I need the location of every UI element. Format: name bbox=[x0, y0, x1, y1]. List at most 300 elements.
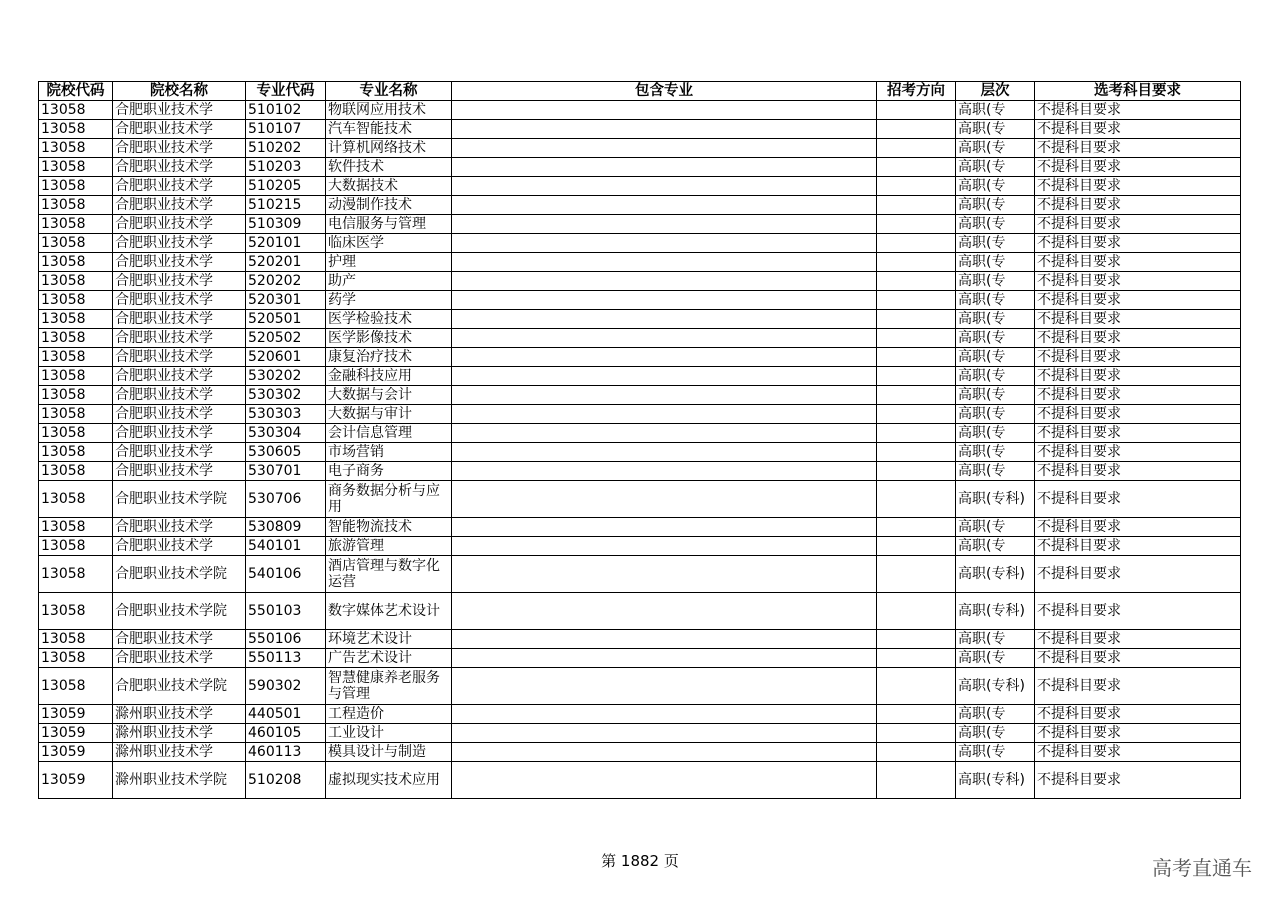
cell-major-name: 大数据技术 bbox=[326, 177, 452, 196]
cell-included-majors bbox=[452, 443, 877, 462]
cell-school-name: 合肥职业技术学 bbox=[113, 537, 246, 556]
table-row bbox=[39, 462, 1241, 481]
cell-school-code: 13058 bbox=[39, 158, 113, 177]
cell-major-name: 虚拟现实技术应用 bbox=[326, 762, 452, 799]
cell-major-name: 数字媒体艺术设计 bbox=[326, 593, 452, 630]
cell-direction bbox=[877, 348, 956, 367]
cell-school-name: 合肥职业技术学院 bbox=[113, 593, 246, 630]
cell-included-majors bbox=[452, 158, 877, 177]
cell-direction bbox=[877, 310, 956, 329]
cell-major-code: 510202 bbox=[246, 139, 326, 158]
cell-major-name: 工程造价 bbox=[326, 705, 452, 724]
cell-subject-req: 不提科目要求 bbox=[1035, 177, 1241, 196]
cell-school-code: 13058 bbox=[39, 329, 113, 348]
cell-subject-req: 不提科目要求 bbox=[1035, 234, 1241, 253]
cell-major-name: 软件技术 bbox=[326, 158, 452, 177]
page-number: 第 1882 页 bbox=[601, 852, 679, 870]
cell-school-code: 13058 bbox=[39, 405, 113, 424]
cell-subject-req: 不提科目要求 bbox=[1035, 139, 1241, 158]
cell-level: 高职(专科) bbox=[956, 481, 1035, 518]
cell-major-name: 环境艺术设计 bbox=[326, 630, 452, 649]
cell-direction bbox=[877, 367, 956, 386]
cell-subject-req: 不提科目要求 bbox=[1035, 481, 1241, 518]
table-row bbox=[39, 743, 1241, 762]
cell-level: 高职(专 bbox=[956, 139, 1035, 158]
table-row bbox=[39, 272, 1241, 291]
cell-school-code: 13059 bbox=[39, 705, 113, 724]
cell-included-majors bbox=[452, 253, 877, 272]
cell-major-name: 商务数据分析与应用 bbox=[326, 481, 452, 518]
cell-direction bbox=[877, 443, 956, 462]
cell-major-name: 临床医学 bbox=[326, 234, 452, 253]
cell-school-code: 13058 bbox=[39, 518, 113, 537]
cell-school-code: 13058 bbox=[39, 101, 113, 120]
cell-direction bbox=[877, 556, 956, 593]
cell-school-code: 13059 bbox=[39, 743, 113, 762]
cell-major-code: 510107 bbox=[246, 120, 326, 139]
cell-level: 高职(专 bbox=[956, 158, 1035, 177]
cell-major-code: 530706 bbox=[246, 481, 326, 518]
cell-school-name: 合肥职业技术学 bbox=[113, 158, 246, 177]
cell-subject-req: 不提科目要求 bbox=[1035, 291, 1241, 310]
cell-major-code: 540101 bbox=[246, 537, 326, 556]
table-row bbox=[39, 762, 1241, 799]
cell-major-code: 510102 bbox=[246, 101, 326, 120]
cell-included-majors bbox=[452, 743, 877, 762]
cell-school-name: 合肥职业技术学 bbox=[113, 215, 246, 234]
cell-major-code: 460105 bbox=[246, 724, 326, 743]
cell-school-name: 合肥职业技术学院 bbox=[113, 481, 246, 518]
cell-direction bbox=[877, 481, 956, 518]
col-header-school-name: 院校名称 bbox=[113, 82, 246, 101]
cell-school-name: 合肥职业技术学 bbox=[113, 649, 246, 668]
cell-included-majors bbox=[452, 481, 877, 518]
cell-subject-req: 不提科目要求 bbox=[1035, 743, 1241, 762]
cell-school-code: 13058 bbox=[39, 196, 113, 215]
cell-direction bbox=[877, 405, 956, 424]
cell-major-name: 康复治疗技术 bbox=[326, 348, 452, 367]
cell-major-code: 530302 bbox=[246, 386, 326, 405]
cell-level: 高职(专 bbox=[956, 386, 1035, 405]
cell-subject-req: 不提科目要求 bbox=[1035, 158, 1241, 177]
cell-direction bbox=[877, 158, 956, 177]
cell-school-name: 滁州职业技术学院 bbox=[113, 762, 246, 799]
cell-level: 高职(专 bbox=[956, 348, 1035, 367]
col-header-included-majors: 包含专业 bbox=[452, 82, 877, 101]
col-header-major-name: 专业名称 bbox=[326, 82, 452, 101]
cell-subject-req: 不提科目要求 bbox=[1035, 120, 1241, 139]
cell-subject-req: 不提科目要求 bbox=[1035, 101, 1241, 120]
cell-direction bbox=[877, 630, 956, 649]
cell-major-code: 510309 bbox=[246, 215, 326, 234]
table-row bbox=[39, 593, 1241, 630]
table-header-row bbox=[39, 82, 1241, 101]
cell-direction bbox=[877, 234, 956, 253]
cell-major-name: 物联网应用技术 bbox=[326, 101, 452, 120]
cell-included-majors bbox=[452, 386, 877, 405]
table-row bbox=[39, 253, 1241, 272]
cell-direction bbox=[877, 215, 956, 234]
cell-included-majors bbox=[452, 367, 877, 386]
cell-direction bbox=[877, 668, 956, 705]
col-header-major-code: 专业代码 bbox=[246, 82, 326, 101]
cell-major-name: 旅游管理 bbox=[326, 537, 452, 556]
cell-major-code: 530303 bbox=[246, 405, 326, 424]
cell-school-name: 合肥职业技术学院 bbox=[113, 668, 246, 705]
cell-school-code: 13058 bbox=[39, 649, 113, 668]
cell-major-code: 520502 bbox=[246, 329, 326, 348]
cell-major-name: 医学检验技术 bbox=[326, 310, 452, 329]
cell-direction bbox=[877, 139, 956, 158]
cell-direction bbox=[877, 593, 956, 630]
table-row bbox=[39, 424, 1241, 443]
cell-major-code: 460113 bbox=[246, 743, 326, 762]
cell-school-code: 13058 bbox=[39, 310, 113, 329]
cell-level: 高职(专 bbox=[956, 120, 1035, 139]
cell-major-name: 模具设计与制造 bbox=[326, 743, 452, 762]
cell-major-code: 550103 bbox=[246, 593, 326, 630]
cell-level: 高职(专 bbox=[956, 367, 1035, 386]
cell-level: 高职(专 bbox=[956, 196, 1035, 215]
table-row bbox=[39, 158, 1241, 177]
cell-major-name: 汽车智能技术 bbox=[326, 120, 452, 139]
cell-included-majors bbox=[452, 348, 877, 367]
cell-subject-req: 不提科目要求 bbox=[1035, 762, 1241, 799]
cell-subject-req: 不提科目要求 bbox=[1035, 329, 1241, 348]
cell-included-majors bbox=[452, 329, 877, 348]
cell-included-majors bbox=[452, 196, 877, 215]
cell-major-code: 520501 bbox=[246, 310, 326, 329]
cell-major-name: 电子商务 bbox=[326, 462, 452, 481]
cell-level: 高职(专 bbox=[956, 253, 1035, 272]
table-row bbox=[39, 310, 1241, 329]
col-header-level: 层次 bbox=[956, 82, 1035, 101]
cell-school-name: 合肥职业技术学 bbox=[113, 310, 246, 329]
cell-school-name: 合肥职业技术学 bbox=[113, 443, 246, 462]
col-header-school-code: 院校代码 bbox=[39, 82, 113, 101]
cell-included-majors bbox=[452, 705, 877, 724]
cell-included-majors bbox=[452, 462, 877, 481]
cell-included-majors bbox=[452, 272, 877, 291]
cell-major-code: 550106 bbox=[246, 630, 326, 649]
cell-level: 高职(专 bbox=[956, 462, 1035, 481]
cell-level: 高职(专 bbox=[956, 310, 1035, 329]
cell-direction bbox=[877, 196, 956, 215]
cell-included-majors bbox=[452, 593, 877, 630]
cell-school-name: 合肥职业技术学 bbox=[113, 234, 246, 253]
cell-school-name: 合肥职业技术学 bbox=[113, 329, 246, 348]
cell-subject-req: 不提科目要求 bbox=[1035, 724, 1241, 743]
cell-included-majors bbox=[452, 215, 877, 234]
cell-direction bbox=[877, 743, 956, 762]
cell-level: 高职(专 bbox=[956, 272, 1035, 291]
cell-included-majors bbox=[452, 668, 877, 705]
cell-direction bbox=[877, 705, 956, 724]
table-row bbox=[39, 481, 1241, 518]
cell-school-name: 合肥职业技术学 bbox=[113, 253, 246, 272]
cell-major-name: 金融科技应用 bbox=[326, 367, 452, 386]
cell-direction bbox=[877, 424, 956, 443]
cell-school-code: 13058 bbox=[39, 120, 113, 139]
cell-major-code: 530202 bbox=[246, 367, 326, 386]
cell-included-majors bbox=[452, 556, 877, 593]
cell-direction bbox=[877, 537, 956, 556]
cell-level: 高职(专 bbox=[956, 424, 1035, 443]
cell-school-name: 滁州职业技术学 bbox=[113, 724, 246, 743]
cell-school-code: 13059 bbox=[39, 762, 113, 799]
cell-school-code: 13058 bbox=[39, 443, 113, 462]
cell-subject-req: 不提科目要求 bbox=[1035, 196, 1241, 215]
cell-direction bbox=[877, 120, 956, 139]
cell-school-code: 13058 bbox=[39, 593, 113, 630]
table-row bbox=[39, 668, 1241, 705]
table-row bbox=[39, 329, 1241, 348]
cell-level: 高职(专科) bbox=[956, 556, 1035, 593]
cell-subject-req: 不提科目要求 bbox=[1035, 462, 1241, 481]
cell-included-majors bbox=[452, 762, 877, 799]
cell-included-majors bbox=[452, 291, 877, 310]
cell-major-name: 智能物流技术 bbox=[326, 518, 452, 537]
cell-school-code: 13058 bbox=[39, 462, 113, 481]
cell-school-code: 13058 bbox=[39, 668, 113, 705]
cell-school-name: 合肥职业技术学 bbox=[113, 518, 246, 537]
cell-major-name: 会计信息管理 bbox=[326, 424, 452, 443]
cell-school-name: 合肥职业技术学 bbox=[113, 386, 246, 405]
cell-major-code: 520201 bbox=[246, 253, 326, 272]
table-row bbox=[39, 537, 1241, 556]
cell-major-name: 广告艺术设计 bbox=[326, 649, 452, 668]
table-row bbox=[39, 234, 1241, 253]
cell-major-code: 540106 bbox=[246, 556, 326, 593]
cell-level: 高职(专 bbox=[956, 177, 1035, 196]
cell-school-name: 合肥职业技术学 bbox=[113, 177, 246, 196]
cell-major-name: 工业设计 bbox=[326, 724, 452, 743]
cell-level: 高职(专 bbox=[956, 291, 1035, 310]
cell-direction bbox=[877, 762, 956, 799]
cell-level: 高职(专 bbox=[956, 518, 1035, 537]
cell-included-majors bbox=[452, 310, 877, 329]
cell-direction bbox=[877, 291, 956, 310]
cell-level: 高职(专 bbox=[956, 405, 1035, 424]
cell-major-code: 530304 bbox=[246, 424, 326, 443]
table-row bbox=[39, 556, 1241, 593]
cell-subject-req: 不提科目要求 bbox=[1035, 593, 1241, 630]
cell-school-code: 13058 bbox=[39, 424, 113, 443]
cell-major-code: 530701 bbox=[246, 462, 326, 481]
cell-subject-req: 不提科目要求 bbox=[1035, 649, 1241, 668]
cell-major-name: 医学影像技术 bbox=[326, 329, 452, 348]
cell-major-code: 550113 bbox=[246, 649, 326, 668]
cell-school-code: 13058 bbox=[39, 556, 113, 593]
cell-school-name: 合肥职业技术学 bbox=[113, 367, 246, 386]
cell-school-name: 合肥职业技术学 bbox=[113, 139, 246, 158]
cell-included-majors bbox=[452, 234, 877, 253]
cell-direction bbox=[877, 177, 956, 196]
table-row bbox=[39, 443, 1241, 462]
cell-direction bbox=[877, 386, 956, 405]
cell-school-name: 合肥职业技术学 bbox=[113, 196, 246, 215]
cell-level: 高职(专 bbox=[956, 743, 1035, 762]
cell-school-name: 合肥职业技术学 bbox=[113, 630, 246, 649]
table-row bbox=[39, 215, 1241, 234]
cell-subject-req: 不提科目要求 bbox=[1035, 556, 1241, 593]
cell-school-name: 合肥职业技术学 bbox=[113, 424, 246, 443]
cell-school-code: 13058 bbox=[39, 177, 113, 196]
table-row bbox=[39, 101, 1241, 120]
table-row bbox=[39, 348, 1241, 367]
cell-subject-req: 不提科目要求 bbox=[1035, 405, 1241, 424]
cell-school-code: 13058 bbox=[39, 630, 113, 649]
cell-subject-req: 不提科目要求 bbox=[1035, 348, 1241, 367]
cell-subject-req: 不提科目要求 bbox=[1035, 537, 1241, 556]
cell-included-majors bbox=[452, 101, 877, 120]
cell-included-majors bbox=[452, 649, 877, 668]
cell-school-code: 13058 bbox=[39, 139, 113, 158]
cell-school-name: 合肥职业技术学院 bbox=[113, 556, 246, 593]
cell-level: 高职(专 bbox=[956, 705, 1035, 724]
cell-major-code: 510203 bbox=[246, 158, 326, 177]
cell-school-code: 13058 bbox=[39, 386, 113, 405]
table-row bbox=[39, 405, 1241, 424]
cell-major-code: 510205 bbox=[246, 177, 326, 196]
cell-major-name: 市场营销 bbox=[326, 443, 452, 462]
cell-school-code: 13058 bbox=[39, 234, 113, 253]
cell-included-majors bbox=[452, 630, 877, 649]
cell-school-name: 合肥职业技术学 bbox=[113, 120, 246, 139]
cell-major-code: 520202 bbox=[246, 272, 326, 291]
cell-direction bbox=[877, 272, 956, 291]
cell-major-name: 电信服务与管理 bbox=[326, 215, 452, 234]
cell-school-name: 合肥职业技术学 bbox=[113, 348, 246, 367]
table-row bbox=[39, 724, 1241, 743]
cell-major-code: 520601 bbox=[246, 348, 326, 367]
table-row bbox=[39, 291, 1241, 310]
cell-school-code: 13058 bbox=[39, 215, 113, 234]
cell-subject-req: 不提科目要求 bbox=[1035, 310, 1241, 329]
cell-major-name: 护理 bbox=[326, 253, 452, 272]
cell-level: 高职(专 bbox=[956, 443, 1035, 462]
cell-school-name: 滁州职业技术学 bbox=[113, 705, 246, 724]
cell-school-name: 合肥职业技术学 bbox=[113, 272, 246, 291]
cell-major-code: 520301 bbox=[246, 291, 326, 310]
cell-major-name: 药学 bbox=[326, 291, 452, 310]
cell-major-code: 440501 bbox=[246, 705, 326, 724]
cell-school-code: 13058 bbox=[39, 348, 113, 367]
table-row bbox=[39, 386, 1241, 405]
table-row bbox=[39, 177, 1241, 196]
brand-watermark: 高考直通车 bbox=[1152, 856, 1252, 880]
cell-major-name: 计算机网络技术 bbox=[326, 139, 452, 158]
cell-major-code: 520101 bbox=[246, 234, 326, 253]
cell-subject-req: 不提科目要求 bbox=[1035, 443, 1241, 462]
cell-included-majors bbox=[452, 177, 877, 196]
cell-included-majors bbox=[452, 405, 877, 424]
cell-school-code: 13058 bbox=[39, 481, 113, 518]
cell-direction bbox=[877, 724, 956, 743]
cell-major-name: 动漫制作技术 bbox=[326, 196, 452, 215]
cell-school-code: 13058 bbox=[39, 367, 113, 386]
cell-major-code: 590302 bbox=[246, 668, 326, 705]
cell-school-name: 合肥职业技术学 bbox=[113, 462, 246, 481]
cell-included-majors bbox=[452, 518, 877, 537]
cell-school-name: 合肥职业技术学 bbox=[113, 101, 246, 120]
cell-level: 高职(专科) bbox=[956, 762, 1035, 799]
cell-subject-req: 不提科目要求 bbox=[1035, 668, 1241, 705]
cell-school-code: 13058 bbox=[39, 291, 113, 310]
cell-major-code: 530809 bbox=[246, 518, 326, 537]
cell-school-name: 滁州职业技术学 bbox=[113, 743, 246, 762]
cell-direction bbox=[877, 101, 956, 120]
cell-direction bbox=[877, 518, 956, 537]
cell-included-majors bbox=[452, 537, 877, 556]
cell-school-code: 13058 bbox=[39, 272, 113, 291]
cell-school-code: 13058 bbox=[39, 537, 113, 556]
cell-school-code: 13058 bbox=[39, 253, 113, 272]
table-row bbox=[39, 196, 1241, 215]
cell-level: 高职(专科) bbox=[956, 593, 1035, 630]
cell-subject-req: 不提科目要求 bbox=[1035, 272, 1241, 291]
cell-level: 高职(专 bbox=[956, 724, 1035, 743]
cell-subject-req: 不提科目要求 bbox=[1035, 424, 1241, 443]
admissions-table bbox=[38, 81, 1241, 799]
cell-major-name: 酒店管理与数字化运营 bbox=[326, 556, 452, 593]
cell-subject-req: 不提科目要求 bbox=[1035, 367, 1241, 386]
cell-major-name: 大数据与审计 bbox=[326, 405, 452, 424]
table-row bbox=[39, 120, 1241, 139]
cell-level: 高职(专 bbox=[956, 234, 1035, 253]
cell-major-code: 510215 bbox=[246, 196, 326, 215]
cell-major-name: 大数据与会计 bbox=[326, 386, 452, 405]
table-row bbox=[39, 705, 1241, 724]
cell-subject-req: 不提科目要求 bbox=[1035, 386, 1241, 405]
table-row bbox=[39, 518, 1241, 537]
col-header-subject-req: 选考科目要求 bbox=[1035, 82, 1241, 101]
cell-subject-req: 不提科目要求 bbox=[1035, 215, 1241, 234]
cell-direction bbox=[877, 253, 956, 272]
table-row bbox=[39, 630, 1241, 649]
cell-major-name: 助产 bbox=[326, 272, 452, 291]
cell-level: 高职(专科) bbox=[956, 668, 1035, 705]
cell-level: 高职(专 bbox=[956, 215, 1035, 234]
cell-major-name: 智慧健康养老服务与管理 bbox=[326, 668, 452, 705]
cell-school-code: 13059 bbox=[39, 724, 113, 743]
cell-subject-req: 不提科目要求 bbox=[1035, 518, 1241, 537]
table-row bbox=[39, 139, 1241, 158]
cell-included-majors bbox=[452, 424, 877, 443]
cell-school-name: 合肥职业技术学 bbox=[113, 405, 246, 424]
col-header-direction: 招考方向 bbox=[877, 82, 956, 101]
cell-school-name: 合肥职业技术学 bbox=[113, 291, 246, 310]
cell-level: 高职(专 bbox=[956, 101, 1035, 120]
cell-major-code: 510208 bbox=[246, 762, 326, 799]
cell-direction bbox=[877, 462, 956, 481]
cell-major-code: 530605 bbox=[246, 443, 326, 462]
table-row bbox=[39, 649, 1241, 668]
cell-included-majors bbox=[452, 724, 877, 743]
cell-subject-req: 不提科目要求 bbox=[1035, 705, 1241, 724]
cell-direction bbox=[877, 329, 956, 348]
cell-subject-req: 不提科目要求 bbox=[1035, 630, 1241, 649]
cell-included-majors bbox=[452, 120, 877, 139]
cell-level: 高职(专 bbox=[956, 329, 1035, 348]
cell-level: 高职(专 bbox=[956, 649, 1035, 668]
cell-subject-req: 不提科目要求 bbox=[1035, 253, 1241, 272]
cell-included-majors bbox=[452, 139, 877, 158]
table-row bbox=[39, 367, 1241, 386]
cell-direction bbox=[877, 649, 956, 668]
cell-level: 高职(专 bbox=[956, 537, 1035, 556]
cell-level: 高职(专 bbox=[956, 630, 1035, 649]
